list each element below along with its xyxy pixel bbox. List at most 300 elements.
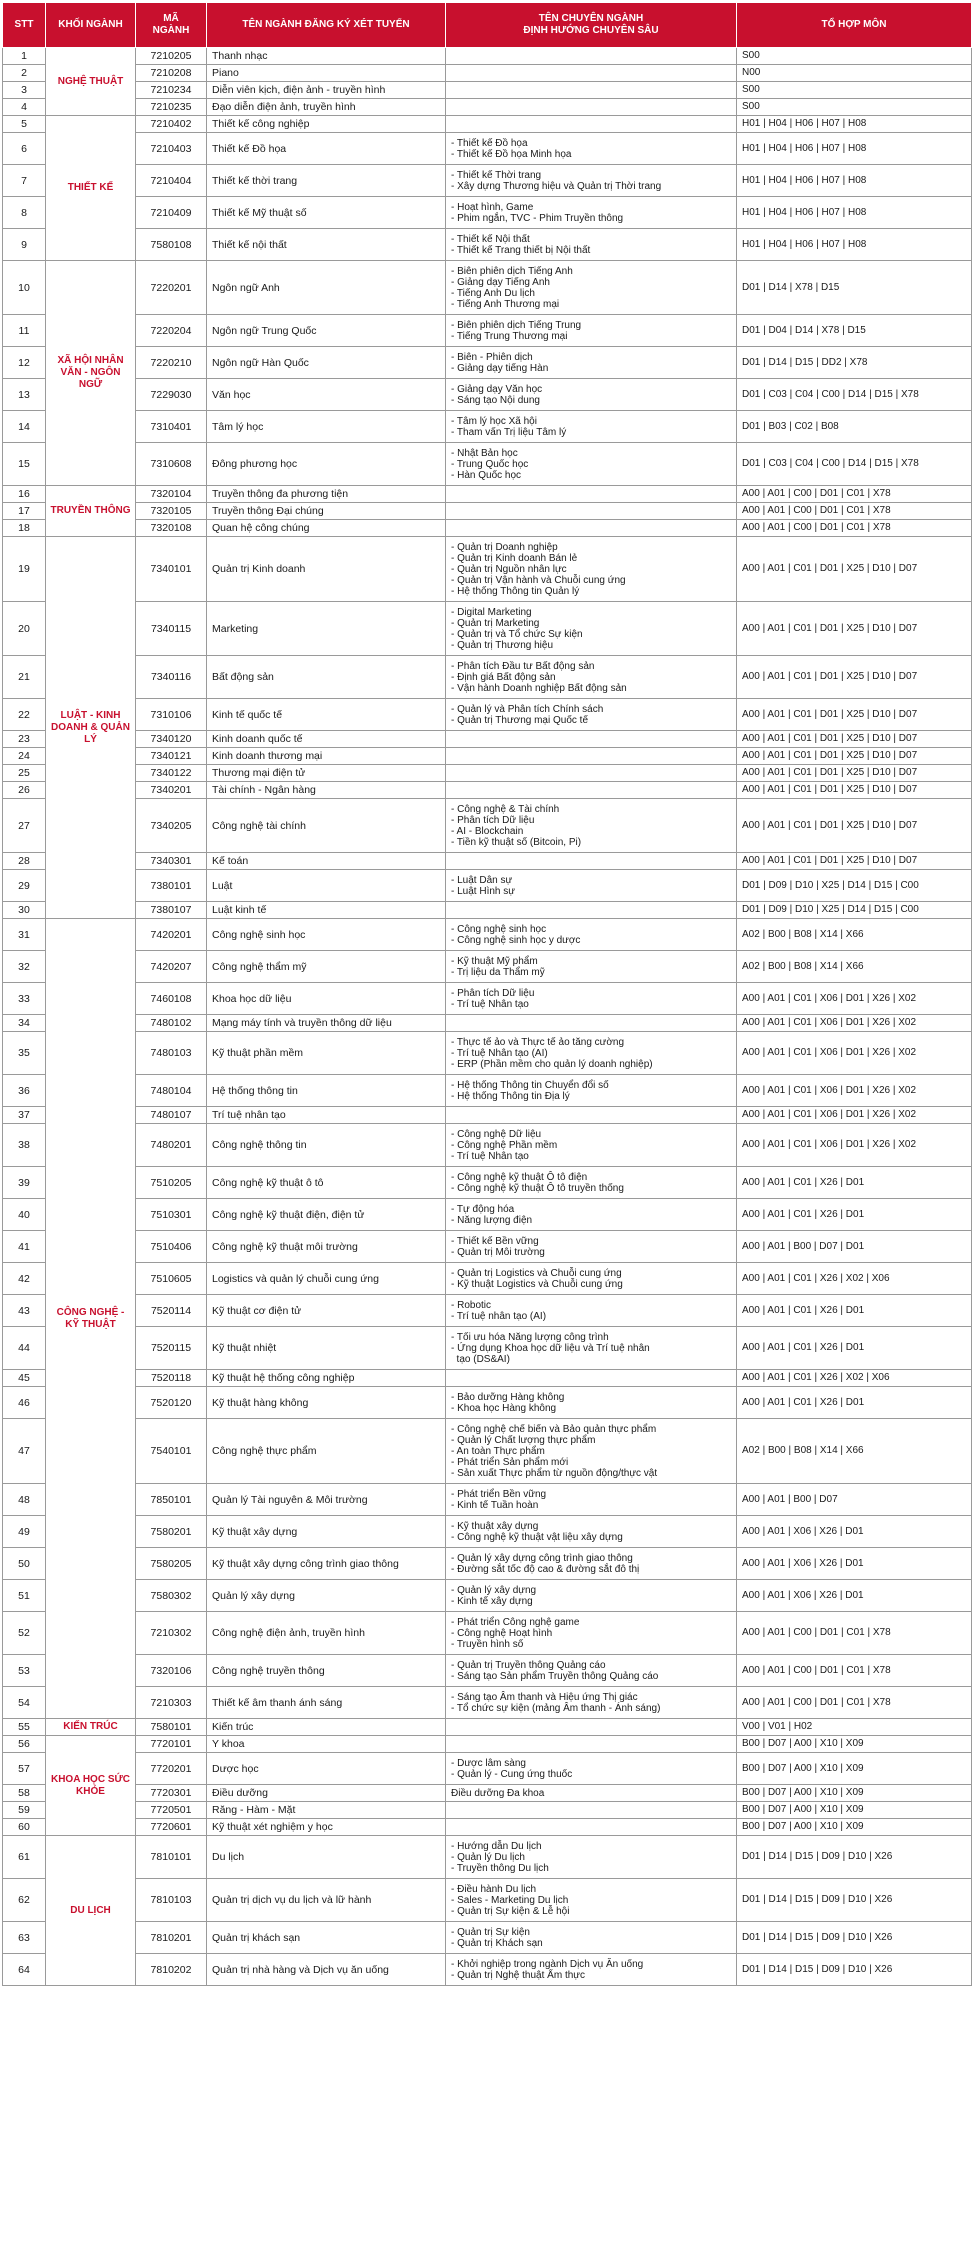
row-major-name: Kỹ thuật phần mềm bbox=[207, 1032, 446, 1075]
row-major-name: Quản lý xây dựng bbox=[207, 1580, 446, 1612]
row-major-code: 7320105 bbox=[136, 503, 207, 520]
row-major-name: Kỹ thuật xây dựng công trình giao thông bbox=[207, 1548, 446, 1580]
row-specializations: - Thiết kế Thời trang - Xây dựng Thương hiệu và Quản trị Thời trang bbox=[446, 165, 737, 197]
row-major-code: 7310106 bbox=[136, 699, 207, 731]
row-major-name: Đông phương học bbox=[207, 443, 446, 486]
row-major-name: Ngôn ngữ Trung Quốc bbox=[207, 315, 446, 347]
table-row bbox=[3, 1484, 972, 1516]
row-stt: 17 bbox=[3, 503, 46, 520]
row-major-name: Bất động sản bbox=[207, 656, 446, 699]
row-specializations: - Khởi nghiệp trong ngành Dịch vụ Ăn uống - Quản trị Nghệ thuật Ẩm thực bbox=[446, 1954, 737, 1986]
row-subject-combinations: A00 | A01 | C01 | X06 | D01 | X26 | X02 bbox=[737, 1032, 972, 1075]
row-major-name: Trí tuệ nhân tạo bbox=[207, 1107, 446, 1124]
row-major-name: Kỹ thuật xét nghiệm y học bbox=[207, 1819, 446, 1836]
row-stt: 40 bbox=[3, 1199, 46, 1231]
row-major-name: Quản lý Tài nguyên & Môi trường bbox=[207, 1484, 446, 1516]
row-specializations: - Digital Marketing - Quản trị Marketing - Quản trị và Tổ chức Sự kiện - Quản trị Thương hiệu bbox=[446, 602, 737, 656]
row-major-code: 7480103 bbox=[136, 1032, 207, 1075]
table-row bbox=[3, 1954, 972, 1986]
table-row bbox=[3, 1802, 972, 1819]
row-stt: 62 bbox=[3, 1879, 46, 1922]
row-major-code: 7480201 bbox=[136, 1124, 207, 1167]
row-major-name: Điều dưỡng bbox=[207, 1785, 446, 1802]
row-major-name: Thương mại điện tử bbox=[207, 765, 446, 782]
row-specializations: - Công nghệ & Tài chính - Phân tích Dữ liệu - AI - Blockchain - Tiền kỹ thuật số (Bitcoin, Pi) bbox=[446, 799, 737, 853]
row-specializations bbox=[446, 65, 737, 82]
table-row bbox=[3, 1785, 972, 1802]
row-specializations: - Giảng dạy Văn học - Sáng tạo Nội dung bbox=[446, 379, 737, 411]
row-major-name: Hệ thống thông tin bbox=[207, 1075, 446, 1107]
row-stt: 8 bbox=[3, 197, 46, 229]
row-specializations: - Quản trị Doanh nghiệp - Quản trị Kinh doanh Bán lẻ - Quản trị Nguồn nhân lực - Quản trị Vận hành và Chuỗi cung ứng - Hệ thống Thông tin Quản lý bbox=[446, 537, 737, 602]
row-specializations: - Tối ưu hóa Năng lượng công trình - Ứng dụng Khoa học dữ liệu và Trí tuệ nhân tạo (DS&AI) bbox=[446, 1327, 737, 1370]
row-major-name: Luật kinh tế bbox=[207, 902, 446, 919]
row-stt: 55 bbox=[3, 1719, 46, 1736]
row-stt: 52 bbox=[3, 1612, 46, 1655]
row-stt: 16 bbox=[3, 486, 46, 503]
row-major-name: Thiết kế công nghiệp bbox=[207, 116, 446, 133]
row-stt: 2 bbox=[3, 65, 46, 82]
table-row bbox=[3, 1419, 972, 1484]
row-major-code: 7520120 bbox=[136, 1387, 207, 1419]
header-stt: STT bbox=[3, 3, 46, 48]
row-specializations bbox=[446, 1736, 737, 1753]
row-specializations: - Biên phiên dịch Tiếng Trung - Tiếng Trung Thương mại bbox=[446, 315, 737, 347]
row-specializations: - Tự động hóa - Năng lượng điện bbox=[446, 1199, 737, 1231]
table-body bbox=[3, 48, 972, 1986]
table-row bbox=[3, 1387, 972, 1419]
row-subject-combinations: A00 | A01 | C01 | X26 | D01 bbox=[737, 1167, 972, 1199]
row-major-name: Kỹ thuật cơ điện tử bbox=[207, 1295, 446, 1327]
group-name: NGHỆ THUẬT bbox=[46, 48, 136, 116]
row-specializations: - Hoạt hình, Game - Phim ngắn, TVC - Phim Truyền thông bbox=[446, 197, 737, 229]
row-major-code: 7720301 bbox=[136, 1785, 207, 1802]
header-code-line1: MÃ bbox=[163, 13, 179, 24]
group-name: KIẾN TRÚC bbox=[46, 1719, 136, 1736]
row-stt: 39 bbox=[3, 1167, 46, 1199]
table-row bbox=[3, 411, 972, 443]
row-specializations bbox=[446, 1719, 737, 1736]
row-major-name: Quan hệ công chúng bbox=[207, 520, 446, 537]
row-stt: 44 bbox=[3, 1327, 46, 1370]
row-major-code: 7580108 bbox=[136, 229, 207, 261]
row-major-code: 7510205 bbox=[136, 1167, 207, 1199]
row-stt: 43 bbox=[3, 1295, 46, 1327]
row-stt: 60 bbox=[3, 1819, 46, 1836]
table-row bbox=[3, 1687, 972, 1719]
table-row bbox=[3, 1075, 972, 1107]
row-subject-combinations: A00 | A01 | C01 | X06 | D01 | X26 | X02 bbox=[737, 1015, 972, 1032]
row-major-name: Dược học bbox=[207, 1753, 446, 1785]
row-subject-combinations: A00 | A01 | C01 | X26 | X02 | X06 bbox=[737, 1263, 972, 1295]
row-subject-combinations: A00 | A01 | C01 | X06 | D01 | X26 | X02 bbox=[737, 1075, 972, 1107]
row-subject-combinations: A00 | A01 | C00 | D01 | C01 | X78 bbox=[737, 1612, 972, 1655]
row-major-name: Công nghệ điện ảnh, truyền hình bbox=[207, 1612, 446, 1655]
row-specializations: - Quản trị Sự kiện - Quản trị Khách sạn bbox=[446, 1922, 737, 1954]
row-subject-combinations: A00 | A01 | X06 | X26 | D01 bbox=[737, 1580, 972, 1612]
table-row bbox=[3, 486, 972, 503]
table-row bbox=[3, 1655, 972, 1687]
row-major-code: 7580302 bbox=[136, 1580, 207, 1612]
row-major-name: Thiết kế Đồ họa bbox=[207, 133, 446, 165]
row-stt: 63 bbox=[3, 1922, 46, 1954]
row-major-name: Công nghệ sinh học bbox=[207, 919, 446, 951]
row-specializations bbox=[446, 1107, 737, 1124]
group-name: TRUYỀN THÔNG bbox=[46, 486, 136, 537]
row-subject-combinations: A00 | A01 | C01 | X26 | D01 bbox=[737, 1199, 972, 1231]
row-specializations: - Kỹ thuật Mỹ phẩm - Trị liệu da Thẩm mỹ bbox=[446, 951, 737, 983]
row-stt: 13 bbox=[3, 379, 46, 411]
header-spec-line1: TÊN CHUYÊN NGÀNH bbox=[538, 13, 644, 24]
row-stt: 41 bbox=[3, 1231, 46, 1263]
row-specializations: - Biên phiên dịch Tiếng Anh - Giảng dạy Tiếng Anh - Tiếng Anh Du lịch - Tiếng Anh Thương mại bbox=[446, 261, 737, 315]
row-subject-combinations: D01 | B03 | C02 | B08 bbox=[737, 411, 972, 443]
row-specializations: - Bảo dưỡng Hàng không - Khoa học Hàng không bbox=[446, 1387, 737, 1419]
table-row bbox=[3, 1263, 972, 1295]
row-specializations: - Nhật Bản học - Trung Quốc học - Hàn Quốc học bbox=[446, 443, 737, 486]
row-stt: 47 bbox=[3, 1419, 46, 1484]
table-row bbox=[3, 99, 972, 116]
row-major-name: Công nghệ thẩm mỹ bbox=[207, 951, 446, 983]
row-subject-combinations: A00 | A01 | C01 | D01 | X25 | D10 | D07 bbox=[737, 537, 972, 602]
row-stt: 38 bbox=[3, 1124, 46, 1167]
row-stt: 27 bbox=[3, 799, 46, 853]
row-specializations bbox=[446, 1015, 737, 1032]
row-stt: 25 bbox=[3, 765, 46, 782]
table-row bbox=[3, 919, 972, 951]
row-major-code: 7340101 bbox=[136, 537, 207, 602]
row-major-code: 7540101 bbox=[136, 1419, 207, 1484]
row-major-name: Marketing bbox=[207, 602, 446, 656]
row-major-code: 7340122 bbox=[136, 765, 207, 782]
row-subject-combinations: B00 | D07 | A00 | X10 | X09 bbox=[737, 1802, 972, 1819]
row-specializations: - Công nghệ Dữ liệu - Công nghệ Phần mềm - Trí tuệ Nhân tạo bbox=[446, 1124, 737, 1167]
table-row bbox=[3, 902, 972, 919]
row-subject-combinations: A00 | A01 | X06 | X26 | D01 bbox=[737, 1548, 972, 1580]
header-code bbox=[136, 3, 207, 48]
row-specializations: - Luật Dân sự - Luật Hình sự bbox=[446, 870, 737, 902]
row-specializations: - Tâm lý học Xã hội - Tham vấn Trị liệu Tâm lý bbox=[446, 411, 737, 443]
row-stt: 54 bbox=[3, 1687, 46, 1719]
row-specializations bbox=[446, 1819, 737, 1836]
row-subject-combinations: D01 | D14 | X78 | D15 bbox=[737, 261, 972, 315]
row-major-code: 7229030 bbox=[136, 379, 207, 411]
row-specializations: - Công nghệ chế biến và Bảo quản thực phẩm - Quản lý Chất lượng thực phẩm - An toàn Thực phẩm - Phát triển Sản phẩm mới - Sản xuất Thực phẩm từ nguồn động/thực vật bbox=[446, 1419, 737, 1484]
row-major-code: 7520115 bbox=[136, 1327, 207, 1370]
row-major-code: 7720501 bbox=[136, 1802, 207, 1819]
group-name: DU LỊCH bbox=[46, 1836, 136, 1986]
row-major-name: Kinh tế quốc tế bbox=[207, 699, 446, 731]
row-major-name: Công nghệ tài chính bbox=[207, 799, 446, 853]
row-specializations: - Thực tế ảo và Thực tế ảo tăng cường - Trí tuệ Nhân tạo (AI) - ERP (Phần mềm cho quản lý doanh nghiệp) bbox=[446, 1032, 737, 1075]
row-major-code: 7210409 bbox=[136, 197, 207, 229]
row-subject-combinations: A00 | A01 | C01 | D01 | X25 | D10 | D07 bbox=[737, 731, 972, 748]
row-subject-combinations: D01 | C03 | C04 | C00 | D14 | D15 | X78 bbox=[737, 379, 972, 411]
table-row bbox=[3, 315, 972, 347]
row-major-code: 7580205 bbox=[136, 1548, 207, 1580]
row-major-code: 7420201 bbox=[136, 919, 207, 951]
row-major-name: Thiết kế nội thất bbox=[207, 229, 446, 261]
row-specializations: - Thiết kế Bền vững - Quản trị Môi trường bbox=[446, 1231, 737, 1263]
row-specializations: - Quản trị Logistics và Chuỗi cung ứng - Kỹ thuật Logistics và Chuỗi cung ứng bbox=[446, 1263, 737, 1295]
table-row bbox=[3, 379, 972, 411]
row-major-code: 7340115 bbox=[136, 602, 207, 656]
row-major-code: 7810201 bbox=[136, 1922, 207, 1954]
row-specializations: - Điều hành Du lịch - Sales - Marketing Du lịch - Quản trị Sự kiện & Lễ hội bbox=[446, 1879, 737, 1922]
row-major-name: Kinh doanh thương mại bbox=[207, 748, 446, 765]
row-subject-combinations: A00 | A01 | C00 | D01 | C01 | X78 bbox=[737, 503, 972, 520]
row-major-name: Quản trị Kinh doanh bbox=[207, 537, 446, 602]
row-major-code: 7340121 bbox=[136, 748, 207, 765]
row-stt: 56 bbox=[3, 1736, 46, 1753]
row-major-code: 7220201 bbox=[136, 261, 207, 315]
row-major-name: Kỹ thuật hàng không bbox=[207, 1387, 446, 1419]
table-row bbox=[3, 1124, 972, 1167]
table-row bbox=[3, 116, 972, 133]
table-row bbox=[3, 602, 972, 656]
table-row bbox=[3, 1032, 972, 1075]
row-subject-combinations: S00 bbox=[737, 99, 972, 116]
table-row bbox=[3, 48, 972, 65]
table-row bbox=[3, 165, 972, 197]
row-specializations bbox=[446, 853, 737, 870]
row-major-code: 7580201 bbox=[136, 1516, 207, 1548]
row-subject-combinations: A00 | A01 | C01 | D01 | X25 | D10 | D07 bbox=[737, 765, 972, 782]
row-stt: 45 bbox=[3, 1370, 46, 1387]
row-stt: 5 bbox=[3, 116, 46, 133]
row-stt: 35 bbox=[3, 1032, 46, 1075]
row-stt: 26 bbox=[3, 782, 46, 799]
row-major-code: 7340301 bbox=[136, 853, 207, 870]
row-stt: 23 bbox=[3, 731, 46, 748]
table-row bbox=[3, 82, 972, 99]
row-major-code: 7520118 bbox=[136, 1370, 207, 1387]
row-major-code: 7380101 bbox=[136, 870, 207, 902]
row-major-name: Quản trị dịch vụ du lịch và lữ hành bbox=[207, 1879, 446, 1922]
row-major-code: 7850101 bbox=[136, 1484, 207, 1516]
table-row bbox=[3, 1580, 972, 1612]
row-stt: 11 bbox=[3, 315, 46, 347]
row-subject-combinations: D01 | D14 | D15 | D09 | D10 | X26 bbox=[737, 1836, 972, 1879]
table-row bbox=[3, 748, 972, 765]
row-subject-combinations: A00 | A01 | C00 | D01 | C01 | X78 bbox=[737, 486, 972, 503]
row-specializations bbox=[446, 1370, 737, 1387]
row-subject-combinations: A02 | B00 | B08 | X14 | X66 bbox=[737, 919, 972, 951]
header-spec bbox=[446, 3, 737, 48]
row-major-name: Truyền thông đa phương tiện bbox=[207, 486, 446, 503]
row-major-name: Tài chính - Ngân hàng bbox=[207, 782, 446, 799]
row-major-code: 7380107 bbox=[136, 902, 207, 919]
table-row bbox=[3, 782, 972, 799]
row-specializations: - Robotic - Trí tuệ nhân tạo (AI) bbox=[446, 1295, 737, 1327]
row-major-code: 7320104 bbox=[136, 486, 207, 503]
row-subject-combinations: A00 | A01 | B00 | D07 | D01 bbox=[737, 1231, 972, 1263]
row-subject-combinations: D01 | C03 | C04 | C00 | D14 | D15 | X78 bbox=[737, 443, 972, 486]
row-major-name: Thiết kế Mỹ thuật số bbox=[207, 197, 446, 229]
row-specializations bbox=[446, 116, 737, 133]
row-major-name: Văn học bbox=[207, 379, 446, 411]
row-stt: 48 bbox=[3, 1484, 46, 1516]
row-major-code: 7340201 bbox=[136, 782, 207, 799]
row-major-code: 7810101 bbox=[136, 1836, 207, 1879]
row-major-code: 7720101 bbox=[136, 1736, 207, 1753]
row-specializations: - Hệ thống Thông tin Chuyển đổi số - Hệ thống Thông tin Địa lý bbox=[446, 1075, 737, 1107]
row-subject-combinations: D01 | D14 | D15 | DD2 | X78 bbox=[737, 347, 972, 379]
row-stt: 4 bbox=[3, 99, 46, 116]
row-subject-combinations: B00 | D07 | A00 | X10 | X09 bbox=[737, 1753, 972, 1785]
row-stt: 19 bbox=[3, 537, 46, 602]
table-row bbox=[3, 261, 972, 315]
row-stt: 32 bbox=[3, 951, 46, 983]
row-subject-combinations: H01 | H04 | H06 | H07 | H08 bbox=[737, 165, 972, 197]
row-subject-combinations: D01 | D04 | D14 | X78 | D15 bbox=[737, 315, 972, 347]
table-row bbox=[3, 1107, 972, 1124]
row-specializations: - Công nghệ sinh học - Công nghệ sinh học y dược bbox=[446, 919, 737, 951]
row-major-name: Tâm lý học bbox=[207, 411, 446, 443]
table-row bbox=[3, 1199, 972, 1231]
row-major-code: 7210302 bbox=[136, 1612, 207, 1655]
row-stt: 20 bbox=[3, 602, 46, 656]
row-stt: 37 bbox=[3, 1107, 46, 1124]
row-major-name: Công nghệ kỹ thuật môi trường bbox=[207, 1231, 446, 1263]
row-major-code: 7310401 bbox=[136, 411, 207, 443]
row-specializations bbox=[446, 486, 737, 503]
table-row bbox=[3, 229, 972, 261]
row-major-code: 7210208 bbox=[136, 65, 207, 82]
row-subject-combinations: D01 | D14 | D15 | D09 | D10 | X26 bbox=[737, 1922, 972, 1954]
table-row bbox=[3, 731, 972, 748]
row-stt: 14 bbox=[3, 411, 46, 443]
row-major-name: Ngôn ngữ Hàn Quốc bbox=[207, 347, 446, 379]
row-stt: 57 bbox=[3, 1753, 46, 1785]
row-subject-combinations: V00 | V01 | H02 bbox=[737, 1719, 972, 1736]
row-stt: 34 bbox=[3, 1015, 46, 1032]
table-header-row bbox=[3, 3, 972, 48]
row-major-name: Kế toán bbox=[207, 853, 446, 870]
row-stt: 53 bbox=[3, 1655, 46, 1687]
row-stt: 64 bbox=[3, 1954, 46, 1986]
row-specializations: - Phát triển Bền vững - Kinh tế Tuần hoàn bbox=[446, 1484, 737, 1516]
table-row bbox=[3, 765, 972, 782]
row-subject-combinations: A00 | A01 | C01 | X26 | D01 bbox=[737, 1327, 972, 1370]
row-major-name: Công nghệ thông tin bbox=[207, 1124, 446, 1167]
row-major-code: 7420207 bbox=[136, 951, 207, 983]
row-subject-combinations: A00 | A01 | C01 | D01 | X25 | D10 | D07 bbox=[737, 602, 972, 656]
table-row bbox=[3, 1819, 972, 1836]
row-subject-combinations: H01 | H04 | H06 | H07 | H08 bbox=[737, 133, 972, 165]
row-specializations bbox=[446, 902, 737, 919]
row-specializations bbox=[446, 99, 737, 116]
row-stt: 31 bbox=[3, 919, 46, 951]
row-subject-combinations: A00 | A01 | C01 | X06 | D01 | X26 | X02 bbox=[737, 1124, 972, 1167]
row-subject-combinations: A00 | A01 | C01 | X06 | D01 | X26 | X02 bbox=[737, 1107, 972, 1124]
row-major-code: 7510406 bbox=[136, 1231, 207, 1263]
row-major-code: 7520114 bbox=[136, 1295, 207, 1327]
group-name: XÃ HỘI NHÂN VĂN - NGÔN NGỮ bbox=[46, 261, 136, 486]
row-stt: 1 bbox=[3, 48, 46, 65]
group-name: CÔNG NGHỆ - KỸ THUẬT bbox=[46, 919, 136, 1719]
table-row bbox=[3, 853, 972, 870]
row-major-name: Công nghệ thực phẩm bbox=[207, 1419, 446, 1484]
table-row bbox=[3, 1231, 972, 1263]
row-stt: 18 bbox=[3, 520, 46, 537]
row-stt: 15 bbox=[3, 443, 46, 486]
row-stt: 61 bbox=[3, 1836, 46, 1879]
table-row bbox=[3, 1736, 972, 1753]
row-stt: 36 bbox=[3, 1075, 46, 1107]
row-major-code: 7210235 bbox=[136, 99, 207, 116]
row-subject-combinations: A00 | A01 | C01 | D01 | X25 | D10 | D07 bbox=[737, 782, 972, 799]
row-specializations bbox=[446, 520, 737, 537]
row-subject-combinations: A00 | A01 | C00 | D01 | C01 | X78 bbox=[737, 1655, 972, 1687]
table-row bbox=[3, 1327, 972, 1370]
row-major-code: 7220204 bbox=[136, 315, 207, 347]
header-combo: TỔ HỢP MÔN bbox=[737, 3, 972, 48]
row-major-code: 7210402 bbox=[136, 116, 207, 133]
group-name: LUẬT - KINH DOANH & QUẢN LÝ bbox=[46, 537, 136, 919]
row-subject-combinations: B00 | D07 | A00 | X10 | X09 bbox=[737, 1785, 972, 1802]
row-specializations: - Thiết kế Nội thất - Thiết kế Trang thiết bị Nội thất bbox=[446, 229, 737, 261]
row-specializations bbox=[446, 782, 737, 799]
row-subject-combinations: B00 | D07 | A00 | X10 | X09 bbox=[737, 1819, 972, 1836]
row-stt: 46 bbox=[3, 1387, 46, 1419]
row-specializations: - Quản lý xây dựng - Kinh tế xây dựng bbox=[446, 1580, 737, 1612]
row-subject-combinations: A00 | A01 | C00 | D01 | C01 | X78 bbox=[737, 520, 972, 537]
row-subject-combinations: A00 | A01 | X06 | X26 | D01 bbox=[737, 1516, 972, 1548]
row-stt: 7 bbox=[3, 165, 46, 197]
row-stt: 28 bbox=[3, 853, 46, 870]
table-row bbox=[3, 537, 972, 602]
row-specializations: - Quản lý và Phân tích Chính sách - Quản trị Thương mại Quốc tế bbox=[446, 699, 737, 731]
row-subject-combinations: A00 | A01 | C01 | D01 | X25 | D10 | D07 bbox=[737, 748, 972, 765]
row-major-code: 7720601 bbox=[136, 1819, 207, 1836]
row-specializations bbox=[446, 1802, 737, 1819]
row-specializations: - Biên - Phiên dịch - Giảng dạy tiếng Hàn bbox=[446, 347, 737, 379]
row-subject-combinations: A00 | A01 | C01 | D01 | X25 | D10 | D07 bbox=[737, 656, 972, 699]
row-subject-combinations: A00 | A01 | C01 | D01 | X25 | D10 | D07 bbox=[737, 799, 972, 853]
row-stt: 29 bbox=[3, 870, 46, 902]
row-specializations: - Quản trị Truyền thông Quảng cáo - Sáng tạo Sản phẩm Truyền thông Quảng cáo bbox=[446, 1655, 737, 1687]
row-major-code: 7210404 bbox=[136, 165, 207, 197]
row-stt: 42 bbox=[3, 1263, 46, 1295]
row-major-name: Công nghệ kỹ thuật điện, điện tử bbox=[207, 1199, 446, 1231]
table-row bbox=[3, 1370, 972, 1387]
row-major-code: 7580101 bbox=[136, 1719, 207, 1736]
row-subject-combinations: S00 bbox=[737, 82, 972, 99]
row-specializations: - Kỹ thuật xây dựng - Công nghệ kỹ thuật vật liệu xây dựng bbox=[446, 1516, 737, 1548]
row-subject-combinations: A00 | A01 | C01 | X26 | D01 bbox=[737, 1387, 972, 1419]
row-stt: 9 bbox=[3, 229, 46, 261]
header-spec-line2: ĐỊNH HƯỚNG CHUYÊN SÂU bbox=[523, 25, 659, 36]
row-major-code: 7340205 bbox=[136, 799, 207, 853]
table-row bbox=[3, 1922, 972, 1954]
row-subject-combinations: A00 | A01 | C01 | D01 | X25 | D10 | D07 bbox=[737, 699, 972, 731]
row-major-name: Răng - Hàm - Mặt bbox=[207, 1802, 446, 1819]
row-major-code: 7340120 bbox=[136, 731, 207, 748]
header-code-line2: NGÀNH bbox=[152, 25, 190, 36]
row-specializations: - Dược lâm sàng - Quản lý - Cung ứng thuốc bbox=[446, 1753, 737, 1785]
row-major-name: Thiết kế âm thanh ánh sáng bbox=[207, 1687, 446, 1719]
row-major-code: 7720201 bbox=[136, 1753, 207, 1785]
row-subject-combinations: S00 bbox=[737, 48, 972, 65]
row-major-code: 7320106 bbox=[136, 1655, 207, 1687]
row-specializations: Điều dưỡng Đa khoa bbox=[446, 1785, 737, 1802]
row-major-name: Quản trị khách sạn bbox=[207, 1922, 446, 1954]
table-row bbox=[3, 503, 972, 520]
admissions-table bbox=[2, 2, 972, 1986]
row-major-name: Mạng máy tính và truyền thông dữ liệu bbox=[207, 1015, 446, 1032]
row-subject-combinations: N00 bbox=[737, 65, 972, 82]
